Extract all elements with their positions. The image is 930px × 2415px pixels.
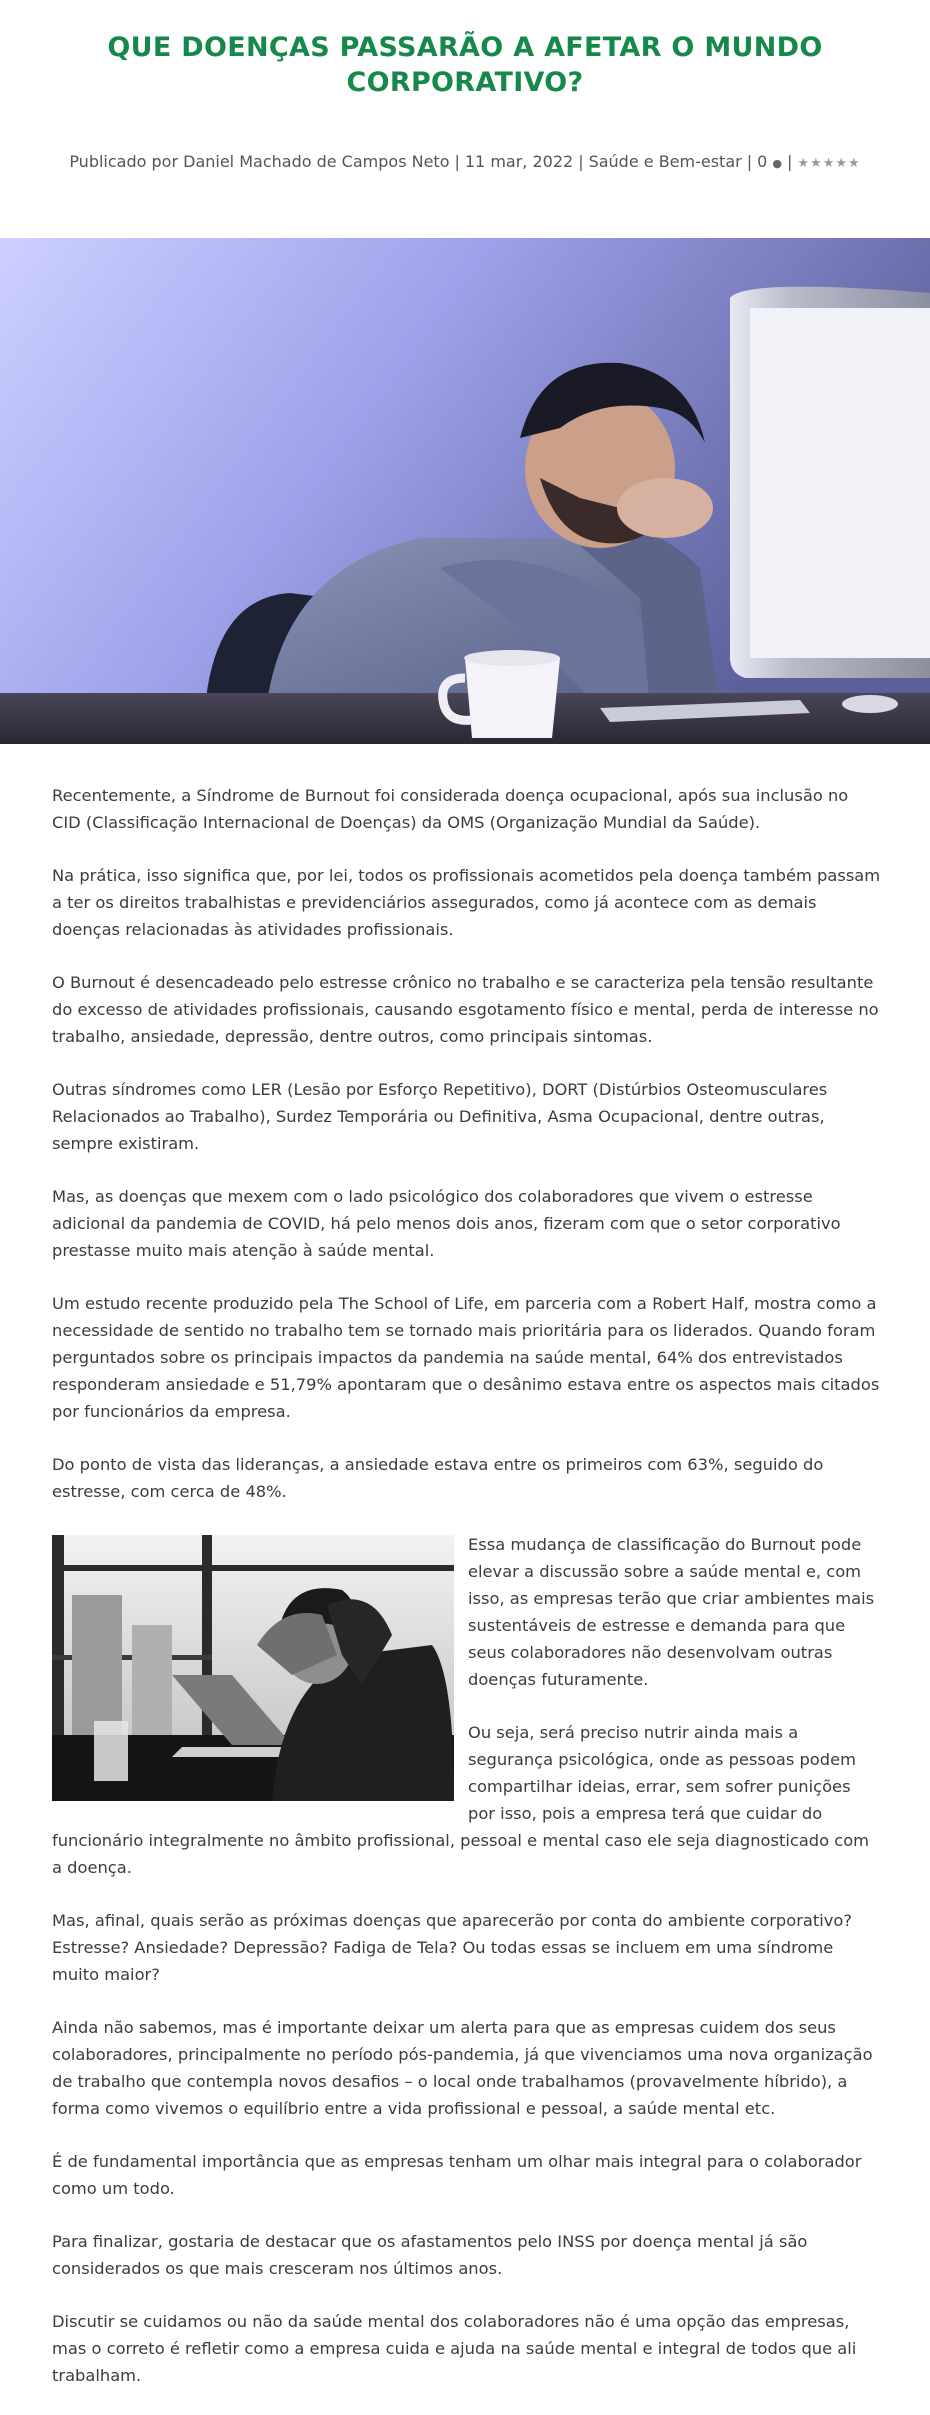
article-paragraph: Ou seja, será preciso nutrir ainda mais a segurança psicológica, onde as pessoas podem compartilhar ideias, errar, sem sofrer punições por isso, pois a empresa terá que cuidar do funcionário integralmente no âmbito profissional, pessoal e mental caso ele seja diagnosticado com a doença. (52, 1723, 870, 1877)
article-paragraph: Na prática, isso significa que, por lei, todos os profissionais acometidos pela doença também passam a ter os direitos trabalhistas e previdenciários assegurados, como já acontece com as demais doenças relacionadas às atividades profissionais. (52, 866, 881, 939)
star-icon: ★ (797, 156, 811, 171)
article-paragraph: Outras síndromes como LER (Lesão por Esforço Repetitivo), DORT (Distúrbios Osteomusculares Relacionados ao Trabalho), Surdez Temporária ou Definitiva, Asma Ocupacional, dentre outras, sempre existiram. (52, 1080, 828, 1153)
star-icon: ★ (835, 156, 849, 171)
article-paragraph: Mas, as doenças que mexem com o lado psicológico dos colaboradores que vivem o estresse adicional da pandemia de COVID, há pelo menos dois anos, fizeram com que o setor corporativo prestasse muito mais atenção à saúde mental. (52, 1187, 841, 1260)
article-title: QUE DOENÇAS PASSARÃO A AFETAR O MUNDO CORPORATIVO? (107, 32, 823, 98)
article-body (52, 782, 882, 2415)
meta-separator: | (578, 152, 584, 171)
post-meta (40, 150, 890, 176)
meta-separator: | (746, 152, 753, 171)
comment-count: 0 (757, 152, 768, 171)
article-paragraph: Mas, afinal, quais serão as próximas doenças que aparecerão por conta do ambiente corporativo? Estresse? Ansiedade? Depressão? Fadiga de Tela? Ou todas essas se incluem em uma síndrome muito maior? (52, 1911, 853, 1984)
article-paragraph: Discutir se cuidamos ou não da saúde mental dos colaboradores não é uma opção das empresas, mas o correto é refletir como a empresa cuida e ajuda na saúde mental e integral de todos que ali trabalham. (52, 2312, 857, 2385)
speech-bubble-icon: ● (772, 157, 782, 170)
article-paragraph: Recentemente, a Síndrome de Burnout foi considerada doença ocupacional, após sua inclusão no CID (Classificação Internacional de Doenças) da OMS (Organização Mundial da Saúde). (52, 786, 849, 832)
category-link[interactable]: Saúde e Bem-estar (588, 152, 742, 171)
article-paragraph: Um estudo recente produzido pela The School of Life, em parceria com a Robert Half, mostra como a necessidade de sentido no trabalho tem se tornado mais prioritária para os liderados. Quando foram perguntados sobre os principais impactos da pandemia na saúde mental, 64% dos entrevistados responderam ansiedade e 51,79% apontaram que o desânimo estava entre os aspectos mais citados por funcionários da empresa. (52, 1294, 880, 1421)
article-paragraph: Essa mudança de classificação do Burnout pode elevar a discussão sobre a saúde mental e, com isso, as empresas terão que criar ambientes mais sustentáveis de estresse e demanda para que seus colaboradores não desenvolvam outras doenças futuramente. (468, 1535, 875, 1689)
inline-image (52, 1535, 454, 1801)
article-paragraph: É de fundamental importância que as empresas tenham um olhar mais integral para o colaborador como um todo. (52, 2152, 862, 2198)
comments-link[interactable] (757, 152, 782, 171)
meta-separator: | (454, 152, 460, 171)
meta-prefix: Publicado por (69, 152, 179, 171)
article-paragraph: Para finalizar, gostaria de destacar que os afastamentos pelo INSS por doença mental já são considerados os que mais cresceram nos últimos anos. (52, 2232, 808, 2278)
star-icon: ★ (810, 156, 823, 171)
article-paragraph: Ainda não sabemos, mas é importante deixar um alerta para que as empresas cuidem dos seus colaboradores, principalmente no período pós-pandemia, já que vivenciamos uma nova organização de trabalho que contempla novos desafios – o local onde trabalhamos (provavelmente híbrido), a forma como vivemos o equilíbrio entre a vida profissional e pessoal, a saúde mental etc. (52, 2018, 873, 2118)
article-paragraph: O Burnout é desencadeado pelo estresse crônico no trabalho e se caracteriza pela tensão resultante do excesso de atividades profissionais, causando esgotamento físico e mental, perda de interesse no trabalho, ansiedade, depressão, dentre outros, como principais sintomas. (52, 973, 879, 1046)
rating-stars[interactable] (797, 156, 860, 171)
post-date: 11 mar, 2022 (464, 152, 574, 171)
author-link[interactable]: Daniel Machado de Campos Neto (183, 152, 450, 171)
star-icon: ★ (848, 156, 861, 171)
article-paragraph: Do ponto de vista das lideranças, a ansiedade estava entre os primeiros com 63%, seguido do estresse, com cerca de 48%. (52, 1455, 824, 1501)
hero-image (0, 238, 930, 744)
star-icon: ★ (822, 156, 836, 171)
meta-separator: | (787, 152, 793, 171)
